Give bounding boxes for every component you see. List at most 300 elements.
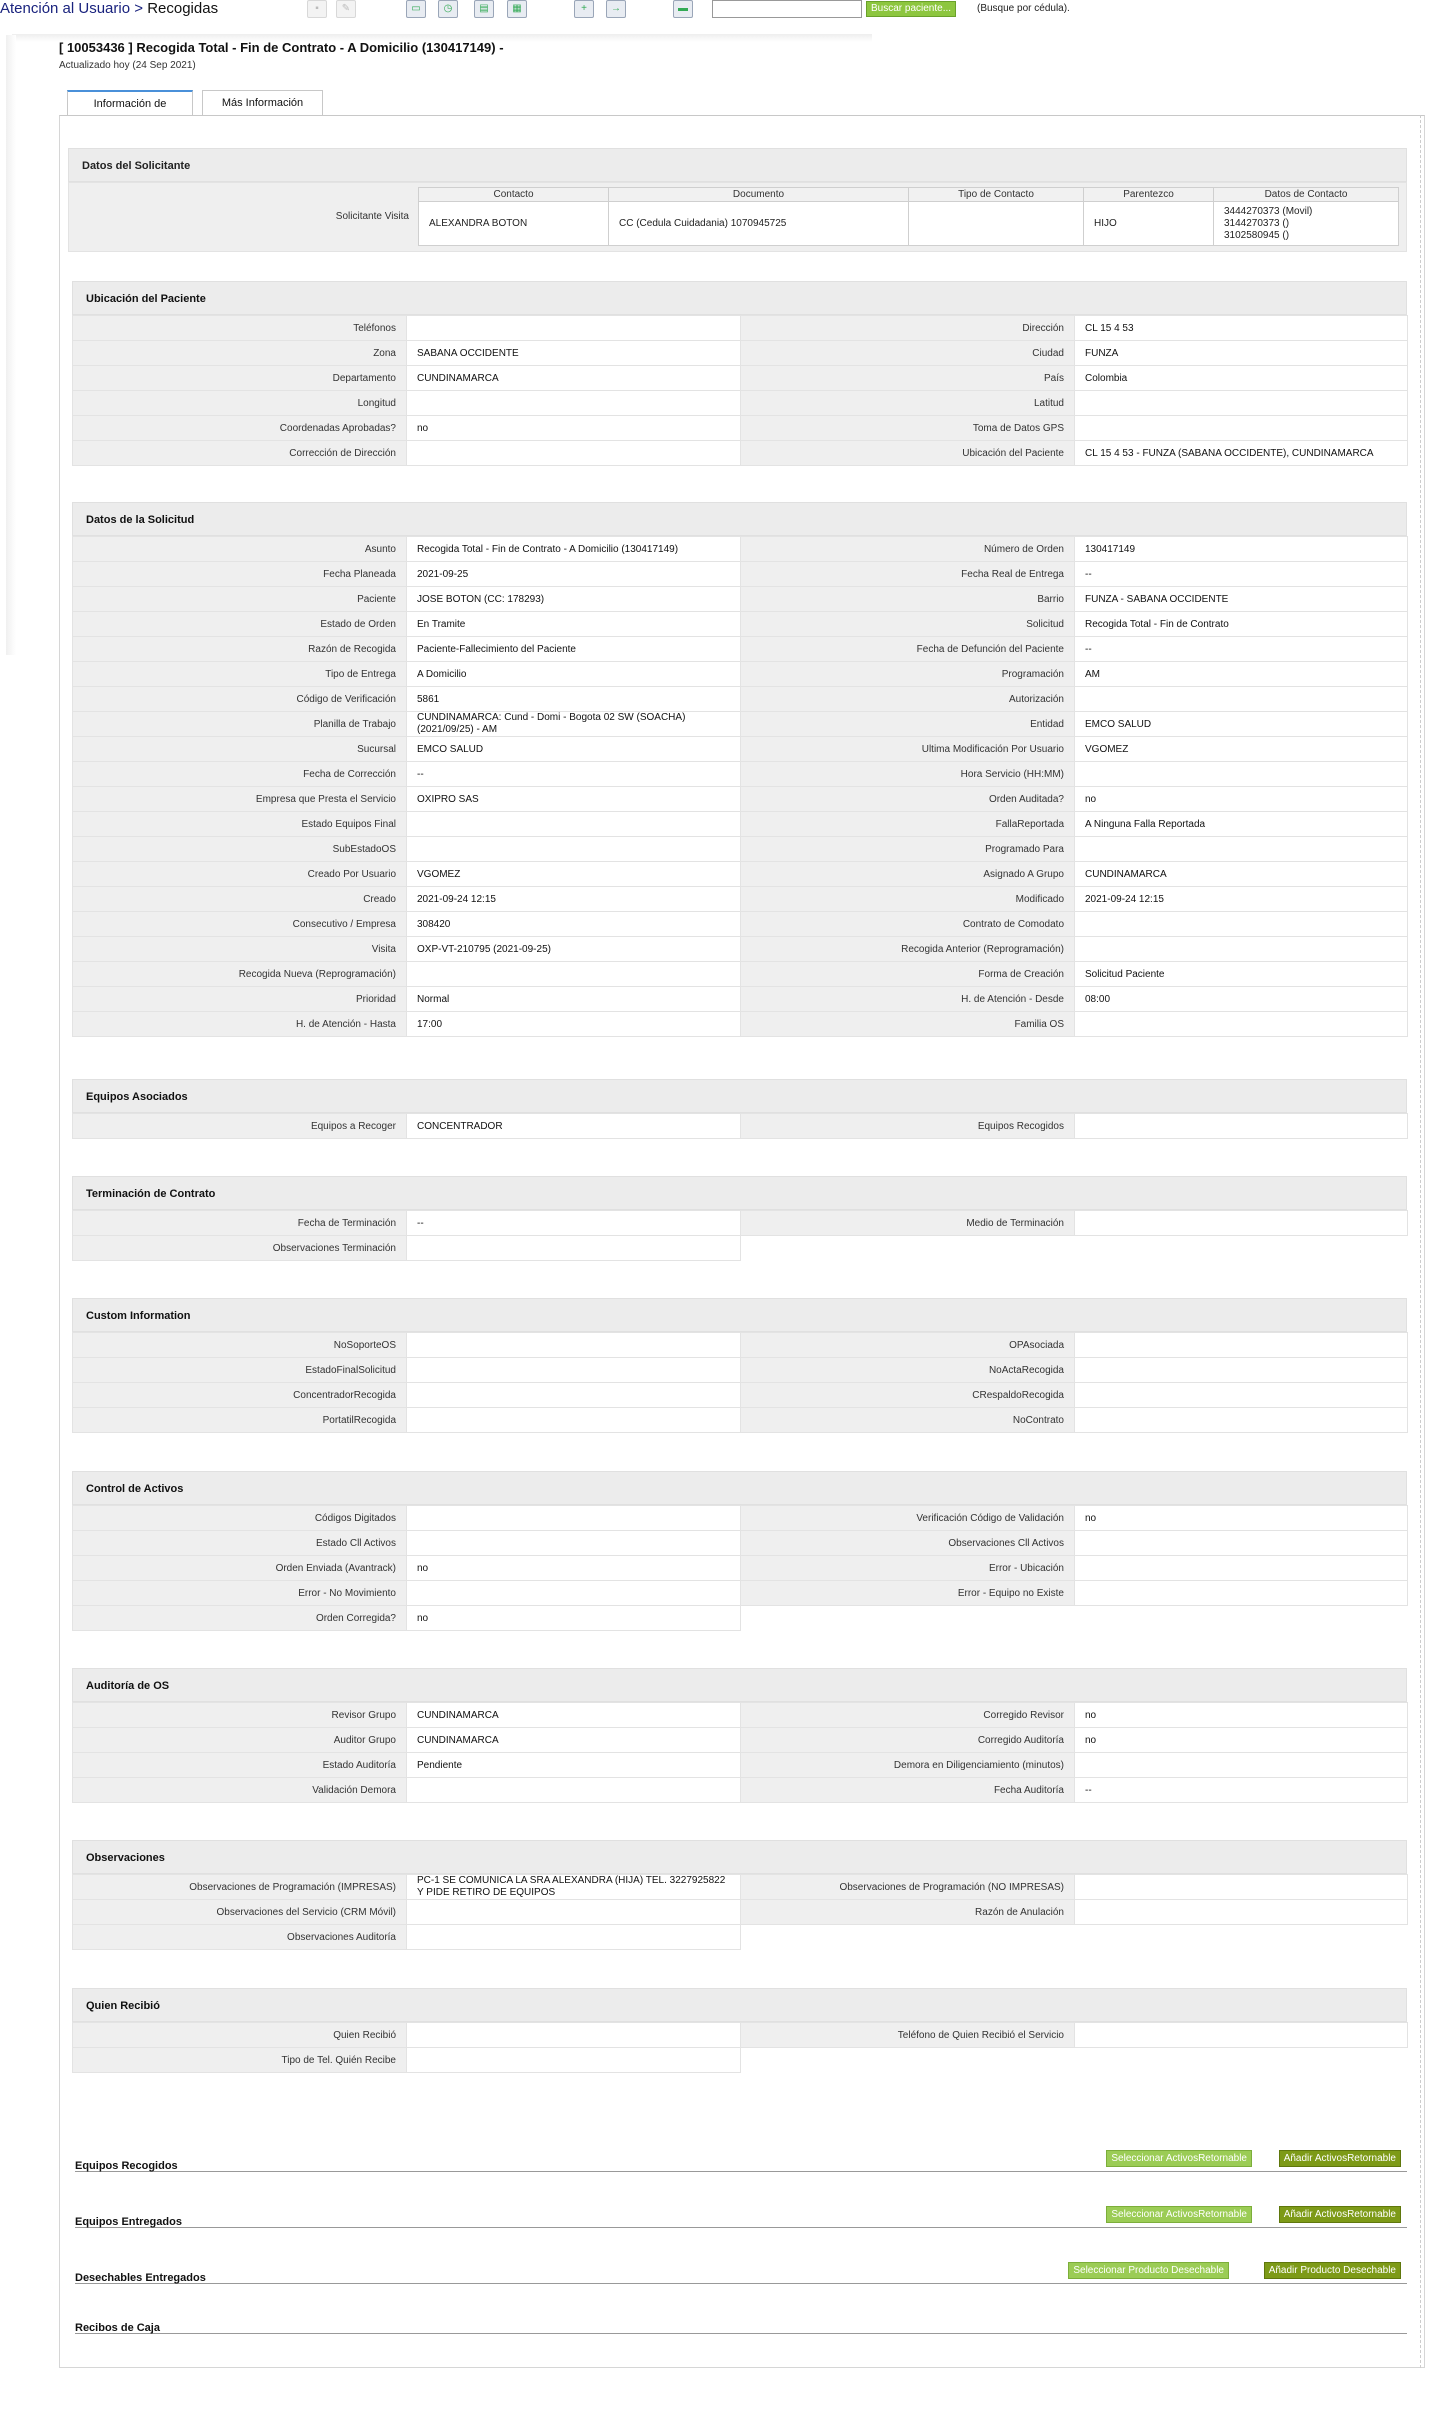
field-label: Toma de Datos GPS: [741, 416, 1075, 441]
field-label: Tipo de Entrega: [73, 662, 407, 687]
window-icon[interactable]: ▭: [406, 0, 426, 18]
section-header: Quien Recibió: [72, 1988, 1407, 2022]
field-row: [73, 1875, 1408, 1900]
section-header: Custom Information: [72, 1298, 1407, 1332]
field-value: [1075, 391, 1408, 416]
field-value: CONCENTRADOR: [407, 1114, 741, 1139]
field-label: Contrato de Comodato: [741, 912, 1075, 937]
field-label: OPAsociada: [741, 1333, 1075, 1358]
field-row: [73, 662, 1408, 687]
field-row: [73, 1900, 1408, 1925]
field-label: Programación: [741, 662, 1075, 687]
field-value: FUNZA - SABANA OCCIDENTE: [1075, 587, 1408, 612]
section-header: Auditoría de OS: [72, 1668, 1407, 1702]
equipos-recogidos-title: Equipos Recogidos: [75, 2160, 178, 2172]
field-row: [73, 441, 1408, 466]
field-label: Observaciones del Servicio (CRM Móvil): [73, 1900, 407, 1925]
field-value: [1075, 687, 1408, 712]
field-row: [73, 962, 1408, 987]
field-label: Fecha de Defunción del Paciente: [741, 637, 1075, 662]
field-row: [73, 1012, 1408, 1037]
field-value: CUNDINAMARCA: [407, 1728, 741, 1753]
field-row: [73, 587, 1408, 612]
field-row: [73, 391, 1408, 416]
panel-shadow-left: [6, 35, 16, 655]
field-label: Número de Orden: [741, 537, 1075, 562]
field-label: FallaReportada: [741, 812, 1075, 837]
field-value: no: [1075, 787, 1408, 812]
field-label: Error - Equipo no Existe: [741, 1581, 1075, 1606]
field-value: 2021-09-25: [407, 562, 741, 587]
field-label: Dirección: [741, 316, 1075, 341]
field-row: [73, 787, 1408, 812]
field-label: Creado Por Usuario: [73, 862, 407, 887]
add-desechable-button[interactable]: Añadir Producto Desechable: [1264, 2262, 1401, 2279]
field-value: [1075, 1875, 1408, 1900]
field-label: H. de Atención - Hasta: [73, 1012, 407, 1037]
field-value: [407, 391, 741, 416]
recibos-section: [75, 2312, 1407, 2334]
field-label: Observaciones Cll Activos: [741, 1531, 1075, 1556]
field-label: Corregido Auditoría: [741, 1728, 1075, 1753]
field-label: Ultima Modificación Por Usuario: [741, 737, 1075, 762]
field-value: [1075, 1383, 1408, 1408]
empty-cell: [741, 1925, 1075, 1950]
field-label: Orden Enviada (Avantrack): [73, 1556, 407, 1581]
field-label: Observaciones Auditoría: [73, 1925, 407, 1950]
field-value: no: [407, 1556, 741, 1581]
field-value: [407, 1383, 741, 1408]
field-grid: [72, 1332, 1408, 1433]
field-label: Error - No Movimiento: [73, 1581, 407, 1606]
field-value: OXIPRO SAS: [407, 787, 741, 812]
select-activos-entregados-button[interactable]: Seleccionar ActivosRetornable: [1106, 2206, 1252, 2223]
monitor-icon[interactable]: ▬: [673, 0, 693, 18]
phone-line: 3444270373 (Movil): [1224, 205, 1313, 217]
field-row: [73, 1753, 1408, 1778]
field-value: --: [407, 1211, 741, 1236]
field-value: [407, 1333, 741, 1358]
desechables-section: [75, 2262, 1407, 2284]
recibos-title: Recibos de Caja: [75, 2322, 160, 2334]
field-value: [407, 1581, 741, 1606]
print-icon[interactable]: ▤: [474, 0, 494, 18]
field-value: [1075, 1114, 1408, 1139]
field-value: [407, 1236, 741, 1261]
field-value: no: [1075, 1506, 1408, 1531]
field-label: Equipos Recogidos: [741, 1114, 1075, 1139]
section-header: Observaciones: [72, 1840, 1407, 1874]
field-row: [73, 416, 1408, 441]
breadcrumb: [0, 0, 218, 17]
field-value: 2021-09-24 12:15: [407, 887, 741, 912]
search-patient-button[interactable]: Buscar paciente...: [866, 1, 956, 17]
field-label: Tipo de Tel. Quién Recibe: [73, 2048, 407, 2073]
column-header: Tipo de Contacto: [909, 188, 1084, 202]
field-value: CUNDINAMARCA: [1075, 862, 1408, 887]
search-hint: (Busque por cédula).: [977, 3, 1070, 14]
field-value: [407, 1900, 741, 1925]
breadcrumb-separator: >: [130, 0, 148, 17]
section-terminacion: [72, 1176, 1407, 1261]
section-auditoria: [72, 1668, 1407, 1803]
field-row: [73, 366, 1408, 391]
add-activos-entregados-button[interactable]: Añadir ActivosRetornable: [1279, 2206, 1401, 2223]
field-label: NoContrato: [741, 1408, 1075, 1433]
field-row: [73, 341, 1408, 366]
field-row: [73, 637, 1408, 662]
field-grid: [72, 1874, 1408, 1950]
field-value: --: [407, 762, 741, 787]
field-label: Estado de Orden: [73, 612, 407, 637]
field-value: [1075, 1900, 1408, 1925]
phone-line: 3102580945 (): [1224, 229, 1290, 241]
field-label: Paciente: [73, 587, 407, 612]
field-row: [73, 1506, 1408, 1531]
column-header: Parentezco: [1084, 188, 1214, 202]
contacts-table: [418, 187, 1399, 246]
field-value: 08:00: [1075, 987, 1408, 1012]
contact-document: CC (Cedula Cuidadania) 1070945725: [609, 202, 909, 246]
field-label: NoActaRecogida: [741, 1358, 1075, 1383]
field-label: Medio de Terminación: [741, 1211, 1075, 1236]
field-value: [1075, 1333, 1408, 1358]
field-label: Razón de Recogida: [73, 637, 407, 662]
field-row: [73, 537, 1408, 562]
field-row: [73, 712, 1408, 737]
field-row: [73, 1581, 1408, 1606]
field-row: [73, 1236, 1408, 1261]
field-label: Planilla de Trabajo: [73, 712, 407, 737]
field-label: Latitud: [741, 391, 1075, 416]
field-label: Validación Demora: [73, 1778, 407, 1803]
field-value: Colombia: [1075, 366, 1408, 391]
updated-date: Actualizado hoy (24 Sep 2021): [59, 60, 196, 71]
field-label: Zona: [73, 341, 407, 366]
field-label: Coordenadas Aprobadas?: [73, 416, 407, 441]
field-label: Familia OS: [741, 1012, 1075, 1037]
field-label: Consecutivo / Empresa: [73, 912, 407, 937]
field-value: [1075, 1358, 1408, 1383]
field-row: [73, 562, 1408, 587]
field-label: Sucursal: [73, 737, 407, 762]
breadcrumb-parent-link[interactable]: Atención al Usuario: [0, 0, 131, 17]
field-row: [73, 1925, 1408, 1950]
field-row: [73, 1358, 1408, 1383]
field-row: [73, 912, 1408, 937]
empty-cell: [1075, 1925, 1408, 1950]
top-toolbar: [0, 0, 1439, 22]
field-value: 130417149: [1075, 537, 1408, 562]
field-grid: [72, 1113, 1408, 1139]
field-value: [407, 1506, 741, 1531]
field-label: Verificación Código de Validación: [741, 1506, 1075, 1531]
field-value: OXP-VT-210795 (2021-09-25): [407, 937, 741, 962]
section-equipos-asociados: [72, 1079, 1407, 1139]
field-row: [73, 1114, 1408, 1139]
field-value: [407, 1531, 741, 1556]
field-value: [1075, 416, 1408, 441]
field-label: Empresa que Presta el Servicio: [73, 787, 407, 812]
empty-cell: [1075, 1606, 1408, 1631]
field-value: [1075, 1211, 1408, 1236]
field-value: CUNDINAMARCA: [407, 1703, 741, 1728]
export-document-icon[interactable]: →: [606, 0, 626, 18]
field-label: Departamento: [73, 366, 407, 391]
select-activos-recogidos-button[interactable]: Seleccionar ActivosRetornable: [1106, 2150, 1252, 2167]
solicitante-row: [68, 182, 1407, 252]
field-label: SubEstadoOS: [73, 837, 407, 862]
field-label: Códigos Digitados: [73, 1506, 407, 1531]
field-value: VGOMEZ: [407, 862, 741, 887]
field-label: Revisor Grupo: [73, 1703, 407, 1728]
column-header: Datos de Contacto: [1214, 188, 1399, 202]
select-desechable-button[interactable]: Seleccionar Producto Desechable: [1068, 2262, 1229, 2279]
field-value: AM: [1075, 662, 1408, 687]
field-label: Fecha de Corrección: [73, 762, 407, 787]
panel-divider: [1420, 115, 1421, 2368]
field-row: [73, 762, 1408, 787]
field-label: Corregido Revisor: [741, 1703, 1075, 1728]
field-grid: [72, 536, 1408, 1037]
field-label: Entidad: [741, 712, 1075, 737]
field-value: [1075, 1581, 1408, 1606]
empty-cell: [741, 1236, 1075, 1261]
field-row: [73, 687, 1408, 712]
field-label: Razón de Anulación: [741, 1900, 1075, 1925]
field-value: --: [1075, 1778, 1408, 1803]
field-value: Paciente-Fallecimiento del Paciente: [407, 637, 741, 662]
field-value: 308420: [407, 912, 741, 937]
equipos-entregados-section: [75, 2206, 1407, 2228]
field-grid: [72, 1702, 1408, 1803]
field-label: Ciudad: [741, 341, 1075, 366]
field-value: PC-1 SE COMUNICA LA SRA ALEXANDRA (HIJA) TEL. 3227925822 Y PIDE RETIRO DE EQUIPOS: [407, 1875, 741, 1900]
field-value: Normal: [407, 987, 741, 1012]
search-patient-input[interactable]: [712, 0, 862, 18]
field-label: Creado: [73, 887, 407, 912]
empty-cell: [1075, 2048, 1408, 2073]
field-row: [73, 1606, 1408, 1631]
field-row: [73, 1333, 1408, 1358]
field-row: [73, 612, 1408, 637]
field-value: [1075, 1556, 1408, 1581]
field-value: [1075, 1012, 1408, 1037]
field-value: Recogida Total - Fin de Contrato - A Domicilio (130417149): [407, 537, 741, 562]
field-label: Teléfonos: [73, 316, 407, 341]
field-value: VGOMEZ: [1075, 737, 1408, 762]
field-label: Quien Recibió: [73, 2023, 407, 2048]
field-value: Solicitud Paciente: [1075, 962, 1408, 987]
field-label: Barrio: [741, 587, 1075, 612]
field-value: [1075, 1531, 1408, 1556]
field-value: no: [1075, 1728, 1408, 1753]
field-label: Asunto: [73, 537, 407, 562]
section-header: Control de Activos: [72, 1471, 1407, 1505]
contact-type: [909, 202, 1084, 246]
field-label: PortatilRecogida: [73, 1408, 407, 1433]
field-value: A Domicilio: [407, 662, 741, 687]
field-label: Longitud: [73, 391, 407, 416]
field-row: [73, 1408, 1408, 1433]
field-grid: [72, 1505, 1408, 1631]
field-label: Modificado: [741, 887, 1075, 912]
field-value: --: [1075, 637, 1408, 662]
field-value: [1075, 912, 1408, 937]
section-header: Datos de la Solicitud: [72, 502, 1407, 536]
field-label: CRespaldoRecogida: [741, 1383, 1075, 1408]
field-value: [407, 1778, 741, 1803]
field-value: En Tramite: [407, 612, 741, 637]
field-label: Fecha Real de Entrega: [741, 562, 1075, 587]
field-row: [73, 1728, 1408, 1753]
section-header: Ubicación del Paciente: [72, 281, 1407, 315]
field-value: SABANA OCCIDENTE: [407, 341, 741, 366]
disabled-edit-icon: ✎: [336, 0, 356, 18]
column-header: Contacto: [419, 188, 609, 202]
section-ubicacion: [72, 281, 1407, 466]
field-value: [407, 1358, 741, 1383]
field-label: Auditor Grupo: [73, 1728, 407, 1753]
field-value: [1075, 2023, 1408, 2048]
field-row: [73, 987, 1408, 1012]
add-document-icon[interactable]: +: [574, 0, 594, 18]
field-value: 5861: [407, 687, 741, 712]
field-value: Recogida Total - Fin de Contrato: [1075, 612, 1408, 637]
field-value: [1075, 1408, 1408, 1433]
contact-relationship: HIJO: [1084, 202, 1214, 246]
field-label: Observaciones de Programación (IMPRESAS): [73, 1875, 407, 1900]
desechables-title: Desechables Entregados: [75, 2272, 206, 2284]
field-value: [407, 316, 741, 341]
section-control-activos: [72, 1471, 1407, 1631]
field-row: [73, 1211, 1408, 1236]
contacts-table-header: [419, 188, 1399, 202]
field-label: Visita: [73, 937, 407, 962]
field-row: [73, 937, 1408, 962]
field-value: [407, 812, 741, 837]
tab-mas-informacion[interactable]: Más Información: [202, 90, 323, 116]
field-value: JOSE BOTON (CC: 178293): [407, 587, 741, 612]
field-value: [407, 441, 741, 466]
field-row: [73, 812, 1408, 837]
field-label: Código de Verificación: [73, 687, 407, 712]
clock-icon[interactable]: ◷: [438, 0, 458, 18]
field-value: Pendiente: [407, 1753, 741, 1778]
field-row: [73, 316, 1408, 341]
field-value: EMCO SALUD: [1075, 712, 1408, 737]
field-label: Prioridad: [73, 987, 407, 1012]
field-value: 2021-09-24 12:15: [1075, 887, 1408, 912]
field-label: NoSoporteOS: [73, 1333, 407, 1358]
field-row: [73, 2023, 1408, 2048]
empty-cell: [741, 1606, 1075, 1631]
field-label: Asignado A Grupo: [741, 862, 1075, 887]
field-label: Recogida Nueva (Reprogramación): [73, 962, 407, 987]
field-label: Fecha de Terminación: [73, 1211, 407, 1236]
section-header: Terminación de Contrato: [72, 1176, 1407, 1210]
empty-cell: [1075, 1236, 1408, 1261]
field-value: [407, 2023, 741, 2048]
field-value: --: [1075, 562, 1408, 587]
field-label: ConcentradorRecogida: [73, 1383, 407, 1408]
equipos-entregados-title: Equipos Entregados: [75, 2216, 182, 2228]
field-row: [73, 1531, 1408, 1556]
field-value: [1075, 1753, 1408, 1778]
phone-line: 3144270373 (): [1224, 217, 1290, 229]
disabled-action-icon: ▪: [307, 0, 327, 18]
field-label: Equipos a Recoger: [73, 1114, 407, 1139]
field-label: País: [741, 366, 1075, 391]
tab-informacion[interactable]: Información de: [67, 90, 193, 116]
field-value: [407, 1925, 741, 1950]
field-value: [407, 962, 741, 987]
solicitante-visita-label: Solicitante Visita: [335, 211, 409, 222]
field-value: [1075, 762, 1408, 787]
contact-name: ALEXANDRA BOTON: [419, 202, 609, 246]
field-row: [73, 862, 1408, 887]
field-label: Estado Cll Activos: [73, 1531, 407, 1556]
field-value: CL 15 4 53 - FUNZA (SABANA OCCIDENTE), CUNDINAMARCA: [1075, 441, 1408, 466]
field-value: 17:00: [407, 1012, 741, 1037]
field-label: Estado Equipos Final: [73, 812, 407, 837]
field-value: no: [407, 1606, 741, 1631]
section-observaciones: [72, 1840, 1407, 1950]
section-quien-recibio: [72, 1988, 1407, 2073]
field-row: [73, 737, 1408, 762]
field-row: [73, 2048, 1408, 2073]
field-label: EstadoFinalSolicitud: [73, 1358, 407, 1383]
field-row: [73, 887, 1408, 912]
field-row: [73, 1383, 1408, 1408]
field-label: Teléfono de Quien Recibió el Servicio: [741, 2023, 1075, 2048]
field-value: [407, 1408, 741, 1433]
field-value: CL 15 4 53: [1075, 316, 1408, 341]
field-value: [407, 2048, 741, 2073]
field-label: Recogida Anterior (Reprogramación): [741, 937, 1075, 962]
field-grid: [72, 315, 1408, 466]
field-value: [407, 837, 741, 862]
field-value: no: [407, 416, 741, 441]
page-title: [ 10053436 ] Recogida Total - Fin de Contrato - A Domicilio (130417149) -: [59, 40, 504, 55]
section-header-solicitante: Datos del Solicitante: [68, 148, 1407, 182]
column-header: Documento: [609, 188, 909, 202]
field-value: no: [1075, 1703, 1408, 1728]
section-solicitud: [72, 502, 1407, 1037]
field-value: FUNZA: [1075, 341, 1408, 366]
calendar-icon[interactable]: ▦: [507, 0, 527, 18]
field-value: CUNDINAMARCA: [407, 366, 741, 391]
field-label: Fecha Auditoría: [741, 1778, 1075, 1803]
field-label: Orden Corregida?: [73, 1606, 407, 1631]
field-value: EMCO SALUD: [407, 737, 741, 762]
empty-cell: [741, 2048, 1075, 2073]
field-value: CUNDINAMARCA: Cund - Domi - Bogota 02 SW (SOACHA) (2021/09/25) - AM: [407, 712, 741, 737]
field-label: Programado Para: [741, 837, 1075, 862]
field-grid: [72, 1210, 1408, 1261]
field-label: Error - Ubicación: [741, 1556, 1075, 1581]
add-activos-recogidos-button[interactable]: Añadir ActivosRetornable: [1279, 2150, 1401, 2167]
field-label: Orden Auditada?: [741, 787, 1075, 812]
field-label: Autorización: [741, 687, 1075, 712]
table-row: [419, 202, 1399, 246]
field-row: [73, 1703, 1408, 1728]
section-header: Equipos Asociados: [72, 1079, 1407, 1113]
field-value: [1075, 937, 1408, 962]
field-label: Ubicación del Paciente: [741, 441, 1075, 466]
field-label: Observaciones Terminación: [73, 1236, 407, 1261]
field-label: Observaciones de Programación (NO IMPRESAS): [741, 1875, 1075, 1900]
